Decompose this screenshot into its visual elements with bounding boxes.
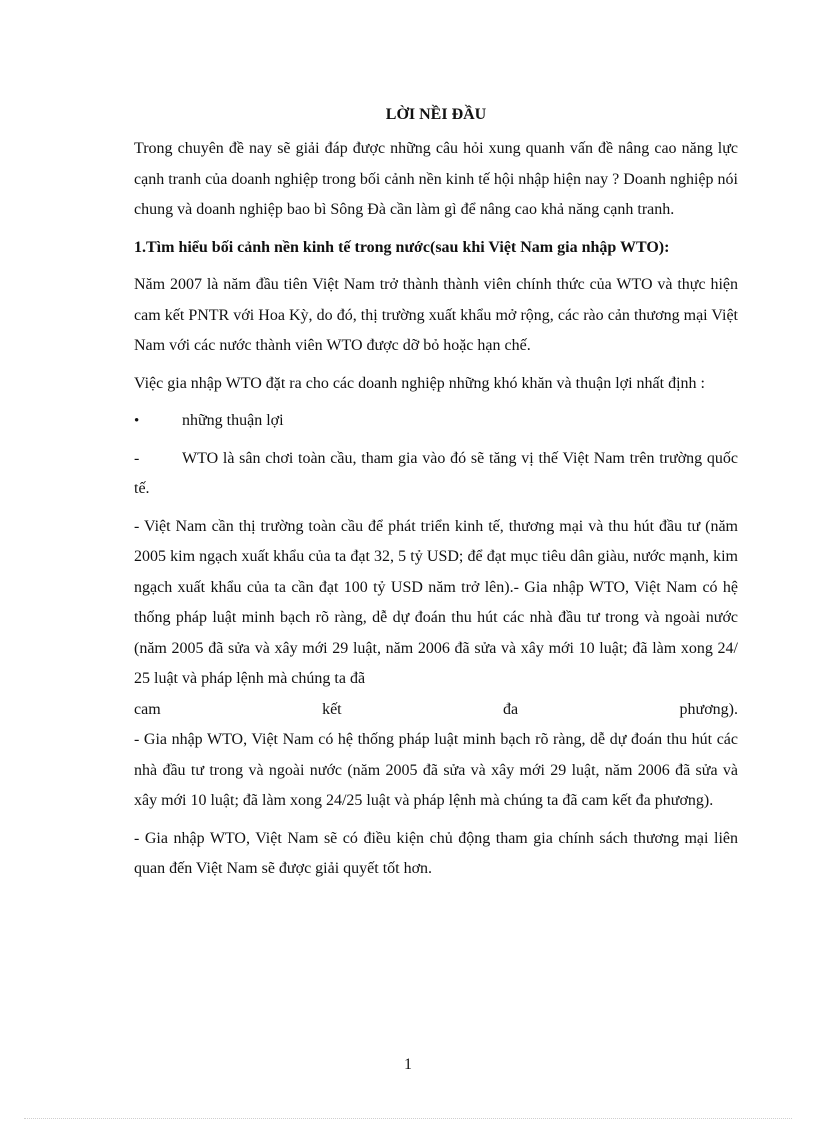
- bullet-icon: •: [134, 413, 140, 429]
- section-heading: 1.Tìm hiểu bối cảnh nền kinh tế trong nước(sau khi Việt Nam gia nhập WTO):: [134, 238, 670, 256]
- word: phương).: [679, 700, 738, 718]
- page-number: 1: [404, 1056, 412, 1073]
- justified-last-line: [134, 695, 738, 726]
- paragraph-difficulties: Việc gia nhập WTO đặt ra cho các doanh nghiệp những khó khăn và thuận lợi nhất định :: [134, 374, 705, 392]
- word: cam: [134, 700, 161, 718]
- word: kết: [322, 700, 342, 718]
- page-bottom-divider: [24, 1118, 792, 1119]
- page-content: [134, 100, 738, 892]
- list-item-text: - Việt Nam cần thị trường toàn cầu để phát triển kinh tế, thương mại và thu hút đầu tư (năm 2005 kim ngạch xuất khẩu của ta đạt 32, 5 tỷ USD; để đạt mục tiêu dân giàu, nước mạnh, kim ngạch xuất khẩu của ta cần đạt 100 tỷ USD năm trở lên).- Gia nhập WTO, Việt Nam có hệ thống pháp luật minh bạch rõ ràng, dễ dự đoán thu hút các nhà đầu tư trong và ngoài nước (năm 2005 đã sửa và xây mới 29 luật, năm 2006 đã sửa và xây mới 10 luật; đã làm xong 24/ 25 luật và pháp lệnh mà chúng ta đã: [134, 517, 738, 687]
- list-item-global-market: [134, 512, 738, 726]
- list-item-text: WTO là sân chơi toàn cầu, tham gia vào đó sẽ tăng vị thế Việt Nam trên trường quốc tế.: [134, 449, 738, 497]
- bullet-text: những thuận lợi: [182, 412, 284, 429]
- list-item-trade-policy: - Gia nhập WTO, Việt Nam sẽ có điều kiện chủ động tham gia chính sách thương mại liên quan đến Việt Nam sẽ được giải quyết tốt hơn.: [134, 829, 738, 877]
- dash-marker: -: [134, 449, 140, 467]
- word: đa: [503, 700, 519, 718]
- bullet-item: [134, 406, 738, 437]
- paragraph-wto-2007: Năm 2007 là năm đầu tiên Việt Nam trở thành thành viên chính thức của WTO và thực hiện cam kết PNTR với Hoa Kỳ, do đó, thị trường xuất khẩu mở rộng, các rào cản thương mại Việt Nam với các nước thành viên WTO được dỡ bỏ hoặc hạn chế.: [134, 276, 738, 354]
- list-item-legal-system: - Gia nhập WTO, Việt Nam có hệ thống pháp luật minh bạch rõ ràng, dễ dự đoán thu hút các nhà đầu tư trong và ngoài nước (năm 2005 đã sửa và xây mới 29 luật, năm 2006 đã sửa và xây mới 10 luật; đã làm xong 24/25 luật và pháp lệnh mà chúng ta đã cam kết đa phương).: [134, 731, 738, 809]
- intro-paragraph: Trong chuyên đề nay sẽ giải đáp được những câu hỏi xung quanh vấn đề nâng cao năng lực cạnh tranh của doanh nghiệp trong bối cảnh nền kinh tế hội nhập hiện nay ? Doanh nghiệp nói chung và doanh nghiệp bao bì Sông Đà cần làm gì để nâng cao khả năng cạnh tranh.: [134, 140, 738, 218]
- document-title: LỜI NỀI ĐẦU: [385, 106, 487, 123]
- list-item-global-playground: [134, 444, 738, 505]
